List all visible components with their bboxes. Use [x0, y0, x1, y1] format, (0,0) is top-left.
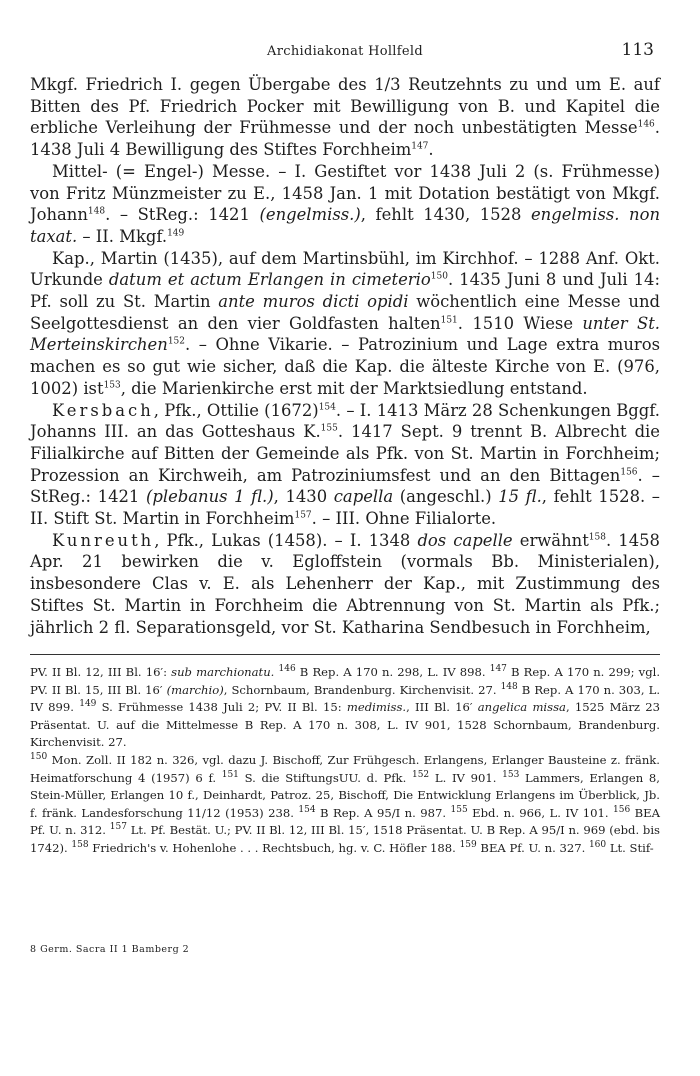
italic-text: ante muros dicti opidi: [218, 292, 409, 312]
footnote-ref: 149: [167, 228, 185, 239]
text-run: Reutzehnts zu und um E. auf Bitten des Pf. Friedrich Pocker mit Bewilligung von B. und Kapitel die erbliche Verleihung der Frühmesse und der noch unbestätigten Messe: [30, 75, 660, 138]
footnote-ref: 159: [459, 840, 477, 851]
text-run: . – StReg.: 1421: [30, 465, 660, 507]
text-run: . 1417 Sept. 9 trennt B. Albrecht die Filialkirche auf Bitten der Gemeinde als Pfk. von St. Martin in Forchheim; Prozession an Kirchweih, am Patroziniumsfest und an den Bittagen: [30, 422, 660, 485]
footnote-ref: 158: [71, 840, 89, 851]
italic-text: medimiss.: [346, 700, 407, 715]
footnote-ref: 160: [588, 840, 607, 851]
page-header: [30, 40, 660, 64]
italic-text: unter St. Merteinskirchen: [30, 313, 660, 355]
italic-text: (marchio): [166, 682, 224, 697]
footnote-block: [30, 752, 660, 858]
footnote-ref: 152: [411, 769, 430, 780]
text-run: , 1430: [273, 487, 334, 507]
text-run: (angeschl.): [393, 487, 499, 507]
fraction: 1/3: [374, 75, 401, 94]
text-run: L. IV 901.: [429, 770, 503, 785]
place-name: Kersbach: [52, 400, 154, 420]
footnote-ref: 155: [320, 423, 338, 434]
italic-text: dos capelle: [417, 530, 513, 550]
italic-text: engelmiss. non taxat.: [30, 205, 661, 246]
text-run: – II. Mkgf.: [77, 226, 168, 246]
italic-text: (engelmiss.): [259, 205, 361, 225]
footnote-ref: 155: [450, 804, 468, 815]
text-run: , fehlt 1430, 1528: [360, 205, 531, 225]
paragraph: [30, 400, 660, 530]
paragraph: [30, 74, 660, 161]
text-run: . 1510 Wiese: [457, 313, 583, 333]
footnote-ref: 157: [109, 822, 127, 833]
text-run: , Pfk., Ottilie (1672): [153, 400, 319, 420]
text-run: , fehlt 1528. – II. Stift St. Martin in Forchheim: [30, 487, 660, 529]
footnote-ref: 147: [411, 141, 429, 152]
paragraph: [30, 161, 660, 248]
text-run: . – I. 1413 März 28 Schenkungen Bggf. Johanns III. an das Gotteshaus K.: [30, 400, 660, 442]
text-run: Friedrich's v. Hohenlohe . . . Rechtsbuch, hg. v. C. Höfler 188.: [88, 840, 460, 855]
text-run: , die Marienkirche erst mit der Marktsiedlung entstand.: [120, 378, 588, 398]
printer-signature: 8 Germ. Sacra II 1 Bamberg 2: [30, 944, 190, 955]
text-run: . 1435 Juni 8 und Juli 14: Pf. soll zu St. Martin: [30, 270, 660, 312]
footnote-ref: 149: [79, 699, 97, 710]
text-run: S. Frühmesse 1438 Juli 2; PV. II Bl. 15:: [96, 700, 347, 715]
footnote-ref: 146: [278, 664, 296, 675]
footnote-ref: 148: [87, 206, 106, 217]
paragraph: [30, 530, 660, 639]
footnote-block: [30, 664, 660, 752]
italic-text: 15 fl.: [498, 487, 542, 507]
footnote-ref: 156: [620, 467, 638, 478]
text-run: , Schornbaum, Brandenburg. Kirchenvisit. 27.: [223, 682, 501, 697]
footnote-ref: 156: [613, 804, 631, 815]
text-run: wöchentlich eine Messe und Seelgottesdienst an den vier Goldfasten halten: [30, 292, 660, 333]
footnote-ref: 157: [294, 510, 312, 521]
text-run: . 1438 Juli 4 Bewilligung des Stiftes Forchheim: [30, 118, 660, 160]
footnote-divider: [30, 654, 660, 655]
italic-text: angelica missa: [477, 700, 566, 715]
text-run: Lammers, Erlangen 8, Stein-Müller, Erlangen 10 f., Deinhardt, Patroz. 25, Bischoff, Die Entwicklung Erlangens im Überblick, Jb. f. fränk. Landesforschung 11/12 (1953) 238.: [30, 770, 660, 820]
text-run: Mon. Zoll. II 182 n. 326, vgl. dazu J. Bischoff, Zur Frühgesch. Erlangens, Erlanger Bausteine z. fränk. Heimatforschung 4 (1957) 6 f.: [30, 752, 660, 785]
text-run: BEA Pf. U. n. 312.: [30, 805, 660, 838]
body-text: [30, 74, 660, 638]
text-run: Lt. Stif-: [606, 840, 654, 855]
italic-text: sub marchionatu.: [171, 665, 275, 679]
text-run: . 1458 Apr. 21 bewirken die v. Egloffstein (vormals Bb. Ministerialen), insbesondere Clas v. E. als Lehenherr der Kap., mit Zustimmung des Stiftes St. Martin in Forchheim die Abtrennung von St. Martin als Pfk.; jährlich 2 fl. Separationsgeld, vor St. Katharina Sendbesuch in Forchheim,: [30, 530, 660, 637]
text-run: Ebd. n. 966, L. IV 101.: [467, 805, 613, 820]
italic-text: datum et actum Erlangen in cimeterio: [108, 270, 431, 290]
running-head: Archidiakonat Hollfeld: [267, 44, 423, 59]
text-run: , Pfk., Lukas (1458). – I. 1348: [154, 530, 418, 550]
text-run: erwähnt: [512, 530, 589, 550]
place-name: Kunreuth: [52, 530, 155, 550]
text-run: Mittel- (= Engel-) Messe. – I. Gestiftet vor 1438 Juli 2 (s. Frühmesse) von Fritz Münzmeister zu E., 1458 Jan. 1 mit Dotation bestätigt von Mkgf. Johann: [30, 161, 660, 225]
text-run: , III Bl. 16′: [406, 700, 478, 715]
text-run: Lt. Pf. Bestät. U.; PV. II Bl. 12, III Bl. 15′, 1518 Präsentat. U. B Rep. A 95/I n. 969 (ebd. bis 1742).: [30, 823, 660, 855]
text-run: . – Ohne Vikarie. – Patrozinium und Lage extra muros machen es so gut wie sicher, daß die Kap. die älteste Kirche von E. (976, 1002) ist: [30, 335, 660, 398]
text-run: B Rep. A 95/I n. 987.: [315, 805, 451, 820]
text-run: BEA Pf. U. n. 327.: [476, 840, 589, 855]
text-run: B Rep. A 170 n. 298, L. IV 898.: [295, 665, 490, 679]
footnotes: [30, 664, 660, 858]
footnote-ref: 153: [103, 380, 121, 391]
footnote-ref: 148: [500, 681, 518, 692]
text-run: Mkgf. Friedrich I. gegen Übergabe des: [30, 75, 375, 94]
footnote-ref: 147: [489, 664, 507, 675]
page-number: 113: [621, 40, 654, 60]
footnote-ref: 150: [30, 752, 48, 763]
italic-text: (plebanus 1 fl.): [145, 487, 274, 507]
text-run: B Rep. A 170 n. 299; vgl. PV. II Bl. 15, III Bl. 16′: [30, 665, 661, 697]
footnote-ref: 151: [440, 315, 458, 326]
text-run: Kap., Martin (1435), auf dem Martinsbühl, im Kirchhof. – 1288 Anf. Okt. Urkunde: [30, 248, 660, 290]
text-run: B Rep. A 170 n. 303, L. IV 899.: [30, 682, 661, 715]
footnote-ref: 153: [502, 769, 520, 780]
text-run: . – StReg.: 1421: [105, 205, 260, 225]
text-run: PV. II Bl. 12, III Bl. 16′:: [30, 665, 172, 679]
footnote-ref: 146: [637, 119, 655, 130]
footnote-ref: 154: [298, 804, 316, 815]
footnote-ref: 150: [430, 271, 448, 282]
footnote-ref: 151: [221, 769, 239, 780]
text-run: S. die StiftungsUU. d. Pfk.: [238, 770, 412, 785]
footnote-ref: 158: [588, 532, 606, 543]
paragraph: [30, 248, 660, 400]
italic-text: capella: [333, 487, 394, 507]
text-run: . – III. Ohne Filialorte.: [311, 509, 497, 529]
text-run: .: [428, 140, 434, 160]
footnote-ref: 152: [167, 336, 186, 347]
text-run: , 1525 März 23 Präsentat. U. auf die Mittelmesse B Rep. A 170 n. 308, L. IV 901, 1528 Schornbaum, Brandenburg. Kirchenvisit. 27.: [30, 700, 660, 750]
footnote-ref: 154: [318, 402, 336, 413]
